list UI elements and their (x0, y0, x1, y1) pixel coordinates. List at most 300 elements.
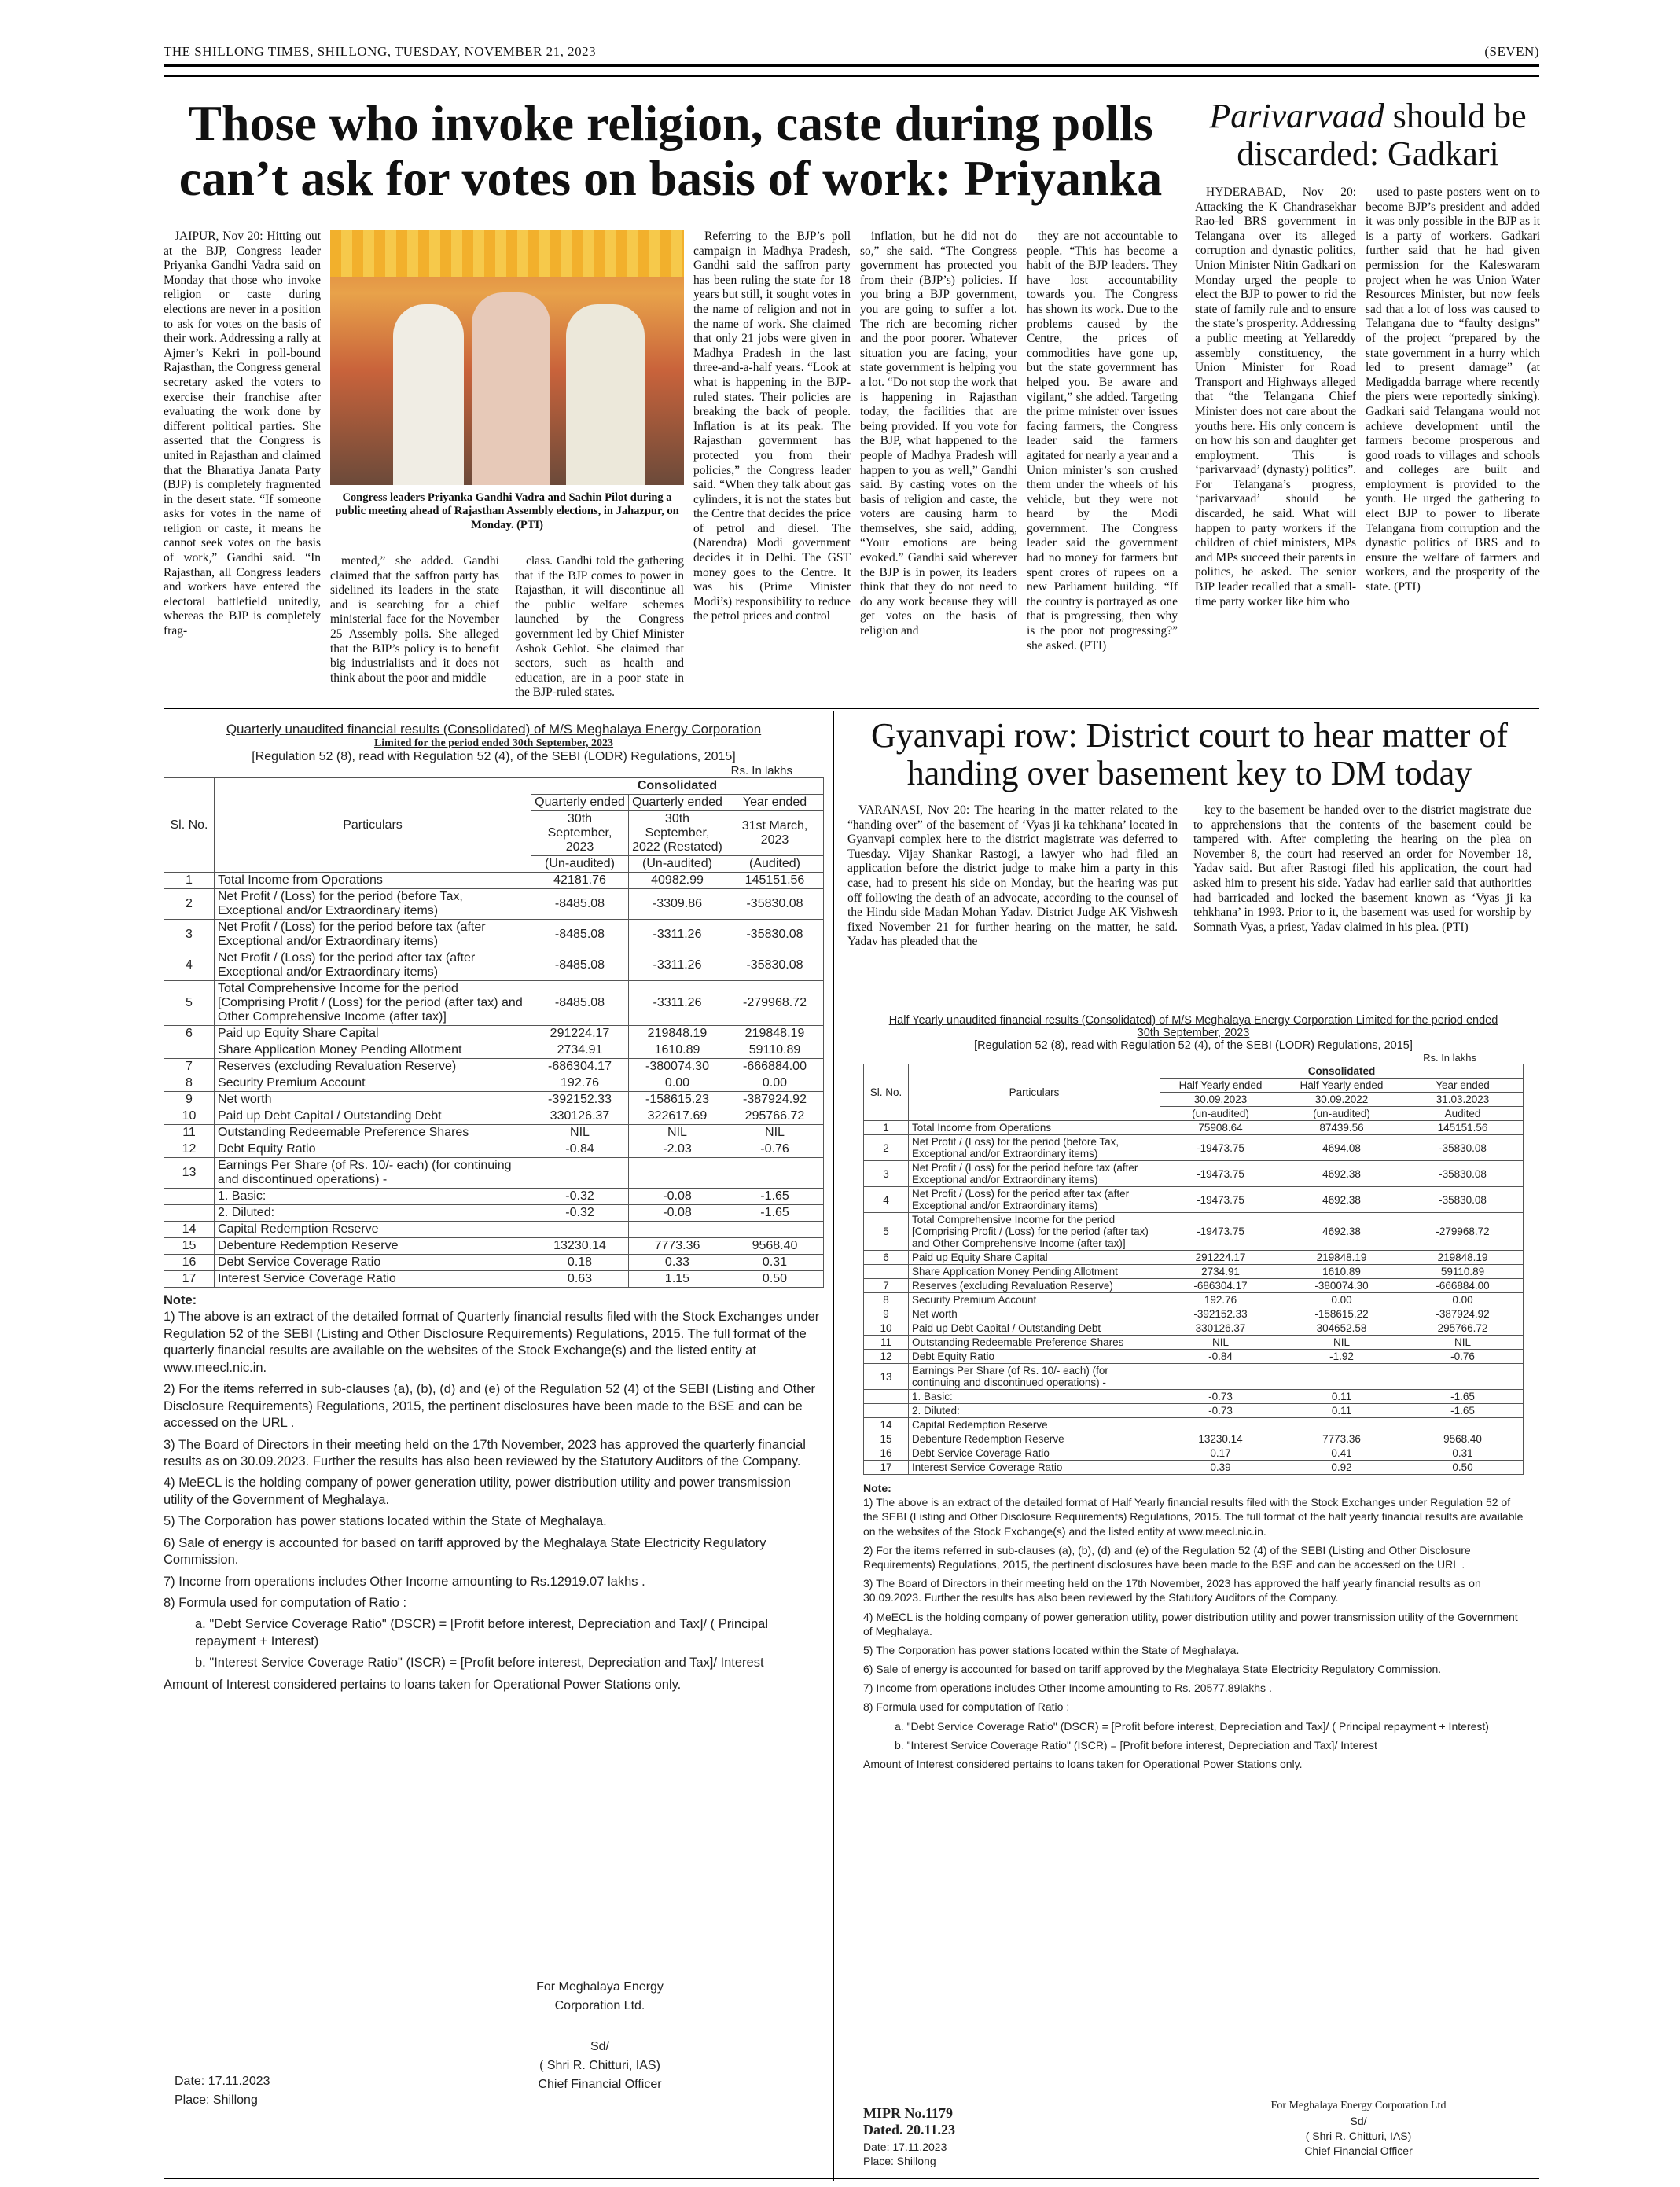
cell-value: 0.11 (1281, 1390, 1402, 1404)
cell-value: 59110.89 (1402, 1265, 1524, 1279)
note-item: 6) Sale of energy is accounted for based on tariff approved by the Meghalaya State Electricity Regulatory Commission. (164, 1535, 766, 1568)
cell-particulars: Net Profit / (Loss) for the period after tax (after Exceptional and/or Extraordinary items) (909, 1187, 1160, 1213)
cell-value: -3309.86 (629, 889, 726, 920)
cell-sl (164, 1042, 215, 1059)
cell-value: -8485.08 (531, 920, 629, 950)
cell-value: NIL (1160, 1336, 1281, 1350)
cell-particulars: Net worth (215, 1092, 531, 1108)
cell-value: -0.73 (1160, 1404, 1281, 1418)
cell-value: -19473.75 (1160, 1187, 1281, 1213)
table-row (164, 1255, 824, 1271)
cell-particulars: Paid up Debt Capital / Outstanding Debt (215, 1108, 531, 1125)
table-row (164, 889, 824, 920)
cell-value: 1610.89 (629, 1042, 726, 1059)
table-row (164, 1075, 824, 1092)
cell-particulars: Interest Service Coverage Ratio (215, 1271, 531, 1288)
table-row (864, 1161, 1524, 1187)
table-row (164, 1092, 824, 1108)
cell-value: -0.32 (531, 1189, 629, 1205)
cell-value: -0.76 (1402, 1350, 1524, 1364)
cell-value: -0.08 (629, 1205, 726, 1222)
col-head-sl: Sl. No. (164, 778, 215, 873)
cell-particulars: Paid up Debt Capital / Outstanding Debt (909, 1321, 1160, 1336)
note-item: Amount of Interest considered pertains to loans taken for Operational Power Stations only. (863, 1758, 1303, 1770)
page-number: (SEVEN) (1484, 44, 1539, 59)
cell-value: -279968.72 (1402, 1213, 1524, 1251)
table-row (164, 873, 824, 889)
gadkari-col-1: HYDERABAD, Nov 20: Attacking the K Chandrasekhar Rao-led BRS government in Telangana over its alleged corruption and dynastic politics, Union Minister Nitin Gadkari on Monday urged the people to elect the BJP to power to rid the state of family rule and to ensure the state’s prosperity. Addressing a public meeting at Yellareddy assembly constituency, the Union Minister for Road Transport and Highways alleged that “the Telangana Chief Minister does not care about the youths here. His only concern is on how his son and daughter get employment. This is ‘parivarvaad’ (dynasty) politics”. For Telangana’s progress, ‘parivarvaad’ should be discarded, he said. What will happen to party workers if the children of chief ministers, MPs and MPs succeed their parents in politics, he asked. The senior BJP leader recalled that a small-time party worker like him who (1195, 186, 1356, 608)
table-row (864, 1432, 1524, 1446)
note-item: b. "Interest Service Coverage Ratio" (ISCR) = [Profit before interest, Depreciation and Tax]/ Interest (895, 1738, 1377, 1751)
gadkari-col-2: used to paste posters went on to become BJP’s president and added it was only possible in the BJP as it is a party of workers. Gadkari further said that he had given permission for the Kaleswaram project when he was Union Water Resources Minister, but now feels sad that a lot of loss was caused to Telangana due to “faulty designs” of the project “prepared by the state government in a hurry which led to present damage” (at Medigadda barrage where recently the piers were reportedly sinking). Gadkari said Telangana would not achieve development until the farmers become prosperous and good roads to villages and schools and colleges are built and employment is provided to the youth. He urged the gathering to elect BJP to power to liberate Telangana from corruption and the dynastic politics of BRS and to ensure the welfare of farmers and workers, and the prosperity of the state. (PTI) (1366, 186, 1540, 594)
cell-sl: 17 (864, 1461, 909, 1475)
col-head-particulars: Particulars (215, 778, 531, 873)
cell-value: 1610.89 (1281, 1265, 1402, 1279)
cell-sl: 3 (864, 1161, 909, 1187)
gyanvapi-col-2: key to the basement be handed over to the district magistrate due to apprehensions that the contents of the basement could be tampered with. After completing the hearing on the plea on November 8, the court had reserved an order for November 18, Yadav said. But after Rastogi filed his application, the court had asked him to present his side. Yadav had earlier said that authorities had barricaded and locked the basement known as ‘Vyas ji ka tehkhana’ in 1993. Prior to it, the basement was used for worship by Somnath Vyas, a priest, Yadav claimed in his plea. (PTI) (1193, 803, 1531, 934)
table-row (864, 1307, 1524, 1321)
cell-value: 2734.91 (531, 1042, 629, 1059)
cell-value: -392152.33 (1160, 1307, 1281, 1321)
cell-particulars: Net Profit / (Loss) for the period before tax (after Exceptional and/or Extraordinary items) (909, 1161, 1160, 1187)
cell-value: -19473.75 (1160, 1213, 1281, 1251)
column-divider-2 (833, 711, 834, 2181)
cell-sl (864, 1404, 909, 1418)
cell-value: 4692.38 (1281, 1187, 1402, 1213)
cell-sl: 6 (864, 1251, 909, 1265)
table-row (864, 1390, 1524, 1404)
cell-sl: 10 (164, 1108, 215, 1125)
cell-value: NIL (531, 1125, 629, 1141)
cell-value: -380074.30 (1281, 1279, 1402, 1293)
cell-value: -2.03 (629, 1141, 726, 1158)
cell-value: 7773.36 (629, 1238, 726, 1255)
cell-value: -0.32 (531, 1205, 629, 1222)
cell-value (629, 1158, 726, 1189)
halfyearly-unit: Rs. In lakhs (1423, 1052, 1476, 1064)
note-item: Amount of Interest considered pertains to loans taken for Operational Power Stations only. (164, 1677, 682, 1692)
note-item: 4) MeECL is the holding company of power generation utility, power distribution utility and power transmission utility of the Government of Meghalaya. (164, 1476, 791, 1507)
table-row (864, 1279, 1524, 1293)
table-row (864, 1404, 1524, 1418)
table-row (164, 981, 824, 1026)
table-row (864, 1418, 1524, 1432)
table-row (864, 1265, 1524, 1279)
table-row (164, 1205, 824, 1222)
cell-sl: 6 (164, 1026, 215, 1042)
cell-particulars: Security Premium Account (215, 1075, 531, 1092)
cell-value: 0.92 (1281, 1461, 1402, 1475)
cell-value: 9568.40 (726, 1238, 824, 1255)
cell-sl: 15 (864, 1432, 909, 1446)
cell-value: 40982.99 (629, 873, 726, 889)
quarterly-regulation: [Regulation 52 (8), read with Regulation 52 (4), of the SEBI (LODR) Regulations, 2015] (252, 750, 736, 763)
cell-sl: 13 (864, 1364, 909, 1390)
cell-value (629, 1222, 726, 1238)
cell-particulars: Debt Equity Ratio (909, 1350, 1160, 1364)
cell-value: 295766.72 (726, 1108, 824, 1125)
photo-caption: Congress leaders Priyanka Gandhi Vadra and Sachin Pilot during a public meeting ahead of Rajasthan Assembly elections, in Jahazpur, on Monday. (PTI) (335, 491, 679, 531)
cell-value (1160, 1418, 1281, 1432)
halfyearly-regulation: [Regulation 52 (8), read with Regulation 52 (4), of the SEBI (LODR) Regulations, 2015] (974, 1039, 1413, 1052)
gadkari-headline: Parivarvaad should be discarded: Gadkari (1209, 97, 1527, 174)
cell-sl: 12 (864, 1350, 909, 1364)
cell-value: -8485.08 (531, 981, 629, 1026)
quarterly-table: Sl. No. Particulars Consolidated Quarterly ended Quarterly ended Year ended 30th September, 2023 30th September, 2022 (Restated) 31st March, 2023 (Un-audited) (Un-audited) (Audited) 1 Total Income from Operations 42181.76 40982.99 145151.56 2 Net Profit / (Loss) for the period (before Tax, Exceptional and/or Extraordinary items) -8485.08 -3309.86 -35830.08 3 Net Profit / (Loss) for the period before tax (after Exceptional and/or Extraordinary items) -8485.08 -3311.26 -35830.08 4 Net Profit / (Loss) for the period after tax (after Exceptional and/or Extraordinary items) -8485.08 -3311.26 -35830.08 5 Total Comprehensive Income for the period [Comprising Profit / (Loss) for the period (after tax) and Other Comprehensive Income (after tax)] -8485.08 -3311.26 -279968.72 6 Paid up Equity Share Capital 291224.17 219848.19 219848.19 Share Application Money Pending Allotment 2734.91 1610.89 59110.89 7 Reserves (excluding Revaluation Reserve) -686304.17 -380074.30 -666884.00 8 Security Premium Account 192.76 0.00 0.00 9 Net worth -392152.33 -158615.23 -387924.92 10 Paid up Debt Capital / Outstanding Debt 330126.37 322617.69 295766.72 11 Outstanding Redeemable Preference Shares NIL NIL NIL 12 Debt Equity Ratio -0.84 -2.03 -0.76 13 Earnings Per Share (of Rs. 10/- each) (for continuing and discontinued operations) - 1. Basic: -0.32 -0.08 -1.65 2. Diluted: -0.32 -0.08 -1.65 14 Capital Redemption Reserve 15 Debenture Redemption Reserve 13230.14 7773.36 9568.40 16 Debt Service Coverage Ratio 0.18 0.33 0.31 17 Interest Service Coverage Ratio 0.63 1.15 0.50 (164, 777, 824, 1288)
lead-col-5: inflation, but he did not do so,” she said. “The Congress government has protected you from their (BJP’s) policies. If you bring a BJP government, you are going to suffer a lot. The rich are becoming richer and the poor poorer. Whatever situation you are facing, your state government is helping you a lot. “Do not stop the work that is happening in Rajasthan today, the facilities that are being provided. If you vote for the BJP, what happened to the people of Madhya Pradesh will happen to you as well,” Gandhi said. By casting votes on the basis of religion and caste, the voters are causing harm to themselves, she said, adding, “Your emotions are being evoked.” Gandhi said wherever the BJP is in power, its leaders think that they do not need to do any work because they will get votes on the basis of religion and (860, 230, 1017, 638)
halfyearly-table: Sl. No. Particulars Consolidated Half Yearly ended Half Yearly ended Year ended 30.09.2023 30.09.2022 31.03.2023 (un-audited) (un-audited) Audited 1 Total Income from Operations 75908.64 87439.56 145151.56 2 Net Profit / (Loss) for the period (before Tax, Exceptional and/or Extraordinary items) -19473.75 4694.08 -35830.08 3 Net Profit / (Loss) for the period before tax (after Exceptional and/or Extraordinary items) -19473.75 4692.38 -35830.08 4 Net Profit / (Loss) for the period after tax (after Exceptional and/or Extraordinary items) -19473.75 4692.38 -35830.08 5 Total Comprehensive Income for the period [Comprising Profit / (Loss) for the period (after tax) and Other Comprehensive Income (after tax)] -19473.75 4692.38 -279968.72 6 Paid up Equity Share Capital 291224.17 219848.19 219848.19 Share Application Money Pending Allotment 2734.91 1610.89 59110.89 7 Reserves (excluding Revaluation Reserve) -686304.17 -380074.30 -666884.00 8 Security Premium Account 192.76 0.00 0.00 9 Net worth -392152.33 -158615.22 -387924.92 10 Paid up Debt Capital / Outstanding Debt 330126.37 304652.58 295766.72 11 Outstanding Redeemable Preference Shares NIL NIL NIL 12 Debt Equity Ratio -0.84 -1.92 -0.76 13 Earnings Per Share (of Rs. 10/- each) (for continuing and discontinued operations) - 1. Basic: -0.73 0.11 -1.65 2. Diluted: -0.73 0.11 -1.65 14 Capital Redemption Reserve 15 Debenture Redemption Reserve 13230.14 7773.36 9568.40 16 Debt Service Coverage Ratio 0.17 0.41 0.31 17 Interest Service Coverage Ratio 0.39 0.92 0.50 (863, 1064, 1524, 1475)
masthead: THE SHILLONG TIMES, SHILLONG, TUESDAY, NOVEMBER 21, 2023 (164, 44, 597, 59)
cell-particulars: Share Application Money Pending Allotment (215, 1042, 531, 1059)
cell-value: 295766.72 (1402, 1321, 1524, 1336)
cell-value: 0.00 (1402, 1293, 1524, 1307)
cell-sl: 11 (164, 1125, 215, 1141)
cell-particulars: Outstanding Redeemable Preference Shares (909, 1336, 1160, 1350)
cell-value (1281, 1364, 1402, 1390)
cell-value: 304652.58 (1281, 1321, 1402, 1336)
cell-value (1281, 1418, 1402, 1432)
note-item: 1) The above is an extract of the detailed format of Quarterly financial results filed with the Stock Exchanges under Regulation 52 of the SEBI (Listing and Other Disclosure Requirements) Regulations, 2015. The full format of the quarterly financial results are available on the websites of the Stock Exchange(s) and the listed entity at www.meecl.nic.in. (164, 1310, 820, 1375)
lead-col-4: Referring to the BJP’s poll campaign in Madhya Pradesh, Gandhi said the saffron party has been ruling the state for 18 years but still, it sought votes in the name of religion and not in the name of work. She claimed that only 21 jobs were given in Madhya Pradesh in the last three-and-a-half years. “Look at what is happening in the BJP-ruled states. Their policies are breaking the back of people. Inflation is at its peak. The Rajasthan government has protected you from their policies,” the Congress leader said. “When they talk about gas cylinders, it is not the states but the Centre that decides the price of petrol and diesel. The (Narendra) Modi government decides it in Delhi. The GST money goes to the Centre. It was his (Prime Minister Modi’s) responsibility to reduce the petrol prices and control (693, 230, 851, 623)
lead-headline: Those who invoke religion, caste during polls can’t ask for votes on basis of work: Priyanka (178, 95, 1163, 207)
cell-sl: 16 (164, 1255, 215, 1271)
cell-value: NIL (726, 1125, 824, 1141)
note-item: 7) Income from operations includes Other Income amounting to Rs.12919.07 lakhs . (164, 1574, 645, 1589)
cell-value (1160, 1364, 1281, 1390)
table-row (864, 1336, 1524, 1350)
cell-value: 4692.38 (1281, 1213, 1402, 1251)
cell-value (1402, 1364, 1524, 1390)
cell-sl: 17 (164, 1271, 215, 1288)
halfyearly-results-ad (863, 1014, 1524, 2178)
cell-sl: 8 (864, 1293, 909, 1307)
cell-value: 42181.76 (531, 873, 629, 889)
cell-value: -19473.75 (1160, 1161, 1281, 1187)
cell-particulars: Reserves (excluding Revaluation Reserve) (215, 1059, 531, 1075)
lead-col-3: class. Gandhi told the gathering that if the BJP comes to power in Rajasthan, it will discontinue all the public welfare schemes launched by the Congress government led by Chief Minister Ashok Gehlot. She claimed that sectors, such as health and education, are in a poor state in the BJP-ruled states. (515, 554, 684, 700)
cell-value: -158615.23 (629, 1092, 726, 1108)
cell-value: 0.39 (1160, 1461, 1281, 1475)
cell-particulars: Earnings Per Share (of Rs. 10/- each) (for continuing and discontinued operations) - (909, 1364, 1160, 1390)
cell-value: 13230.14 (531, 1238, 629, 1255)
cell-value: -35830.08 (726, 950, 824, 981)
cell-particulars: Net Profit / (Loss) for the period (before Tax, Exceptional and/or Extraordinary items) (909, 1135, 1160, 1161)
table-row (864, 1251, 1524, 1265)
cell-value (531, 1158, 629, 1189)
quarterly-notes: Note: 1) The above is an extract of the detailed format of Quarterly financial results filed with the Stock Exchanges under Regulation 52 of the SEBI (Listing and Other Disclosure Requirements) Regulations, 2015. The full format of the quarterly financial results are available on the websites of the Stock Exchange(s) and the listed entity at www.meecl.nic.in. 2) For the items referred in sub-clauses (a), (b), (d) and (e) of the Regulation 52 (4) of the SEBI (Listing and Other Disclosure Requirements) Regulations, 2015, the pertinent disclosures have been made to the BSE and can be accessed on the URL . 3) The Board of Directors in their meeting held on the 17th November, 2023 has approved the quarterly financial results as on 30.09.2023. Further the results has also been reviewed by the Statutory Auditors of the Company. 4) MeECL is the holding company of power generation utility, power distribution utility and power transmission utility of the Government of Meghalaya. 5) The Corporation has power stations located within the State of Meghalaya. 6) Sale of energy is accounted for based on tariff approved by the Meghalaya State Electricity Regulatory Commission. 7) Income from operations includes Other Income amounting to Rs.12919.07 lakhs . 8) Formula used for computation of Ratio : a. "Debt Service Coverage Ratio" (DSCR) = [Profit before interest, Depreciation and Tax]/ ( Principal repayment + Interest) b. "Interest Service Coverage Ratio" (ISCR) = [Profit before interest, Depreciation and Tax]/ Interest Amount of Interest considered pertains to loans taken for Operational Power Stations only. (164, 1292, 824, 1693)
note-item: a. "Debt Service Coverage Ratio" (DSCR) = [Profit before interest, Depreciation and Tax]/ ( Principal repayment + Interest) (195, 1617, 769, 1649)
cell-sl: 5 (864, 1213, 909, 1251)
cell-value: -1.92 (1281, 1350, 1402, 1364)
cell-particulars: 2. Diluted: (909, 1404, 1160, 1418)
cell-value: NIL (629, 1125, 726, 1141)
cell-particulars: Debenture Redemption Reserve (215, 1238, 531, 1255)
cell-value (1402, 1418, 1524, 1432)
cell-sl: 9 (164, 1092, 215, 1108)
cell-value: -392152.33 (531, 1092, 629, 1108)
cell-sl: 4 (864, 1187, 909, 1213)
halfyearly-notes: Note: 1) The above is an extract of the detailed format of Half Yearly financial results filed with the Stock Exchanges under Regulation 52 of the SEBI (Listing and Other Disclosure Requirements) Regulations, 2015. The full format of the half yearly financial results are available on the websites of the Stock Exchange(s) and the listed entity at www.meecl.nic.in. 2) For the items referred in sub-clauses (a), (b), (d) and (e) of the Regulation 52 (4) of the SEBI (Listing and Other Disclosure Requirements) Regulations, 2015, the pertinent disclosures have been made to the BSE and can be accessed on the URL . 3) The Board of Directors in their meeting held on the 17th November, 2023 has approved the half yearly financial results as on 30.09.2023. Further the results has also been reviewed by the Statutory Auditors of the Company. 4) MeECL is the holding company of power generation utility, power distribution utility and power transmission utility of the Government of Meghalaya. 5) The Corporation has power stations located within the State of Meghalaya. 6) Sale of energy is accounted for based on tariff approved by the Meghalaya State Electricity Regulatory Commission. 7) Income from operations includes Other Income amounting to Rs. 20577.89lakhs . 8) Formula used for computation of Ratio : a. "Debt Service Coverage Ratio" (DSCR) = [Profit before interest, Depreciation and Tax]/ ( Principal repayment + Interest) b. "Interest Service Coverage Ratio" (ISCR) = [Profit before interest, Depreciation and Tax]/ Interest Amount of Interest considered pertains to loans taken for Operational Power Stations only. (863, 1482, 1524, 1770)
cell-value: 0.33 (629, 1255, 726, 1271)
cell-value: 219848.19 (629, 1026, 726, 1042)
cell-sl: 16 (864, 1446, 909, 1461)
cell-value: -0.08 (629, 1189, 726, 1205)
cell-particulars: Net Profit / (Loss) for the period (before Tax, Exceptional and/or Extraordinary items) (215, 889, 531, 920)
consolidated-head: Consolidated (531, 778, 824, 795)
cell-value: -279968.72 (726, 981, 824, 1026)
cell-value: 0.31 (726, 1255, 824, 1271)
table-row (864, 1121, 1524, 1135)
cell-value: 291224.17 (1160, 1251, 1281, 1265)
cell-value: 0.63 (531, 1271, 629, 1288)
cell-sl: 11 (864, 1336, 909, 1350)
cell-sl: 9 (864, 1307, 909, 1321)
cell-value: -1.65 (726, 1205, 824, 1222)
cell-value: -0.84 (1160, 1350, 1281, 1364)
cell-particulars: Outstanding Redeemable Preference Shares (215, 1125, 531, 1141)
note-item: 2) For the items referred in sub-clauses (a), (b), (d) and (e) of the Regulation 52 (4) of the SEBI (Listing and Other Disclosure Requirements) Regulations, 2015, the pertinent disclosures have been made to the BSE and can be accessed on the URL . (863, 1543, 1471, 1571)
cell-value: 330126.37 (1160, 1321, 1281, 1336)
cell-value: -35830.08 (726, 920, 824, 950)
table-row (164, 1125, 824, 1141)
cell-value: -3311.26 (629, 950, 726, 981)
cell-particulars: Net Profit / (Loss) for the period after tax (after Exceptional and/or Extraordinary items) (215, 950, 531, 981)
cell-value: -0.84 (531, 1141, 629, 1158)
table-row (164, 1059, 824, 1075)
cell-value: 291224.17 (531, 1026, 629, 1042)
quarterly-unit: Rs. In lakhs (730, 764, 792, 777)
cell-sl: 7 (164, 1059, 215, 1075)
cell-value: 13230.14 (1160, 1432, 1281, 1446)
section-rule (164, 708, 1539, 709)
cell-value: -666884.00 (726, 1059, 824, 1075)
cell-particulars: 1. Basic: (909, 1390, 1160, 1404)
running-header (164, 44, 1539, 67)
cell-value: 192.76 (531, 1075, 629, 1092)
cell-value: 219848.19 (1402, 1251, 1524, 1265)
lead-col-6: they are not accountable to people. “This has become a habit of the BJP leaders. They have lost accountability towards you. The Congress has shown its work. Due to the problems caused by the Centre, the prices of commodities have gone up, but the state government has helped you. Be aware and vigilant,” she added. Targeting the prime minister over issues facing farmers, the Congress leader said the farmers agitated for nearly a year and a Union minister’s son crushed them under the wheels of his vehicle, but they were not heard by the Modi government. The Congress leader said the government had no money for farmers but spent crores of rupees on a new Parliament building. “If the country is portrayed as one that is progressing, then why is the poor not progressing?” she asked. (PTI) (1027, 230, 1178, 652)
note-item: 4) MeECL is the holding company of power generation utility, power distribution utility and power transmission utility of the Government of Meghalaya. (863, 1610, 1518, 1637)
cell-particulars: Total Comprehensive Income for the period [Comprising Profit / (Loss) for the period (after tax) and Other Comprehensive Income (after tax)] (909, 1213, 1160, 1251)
cell-particulars: 1. Basic: (215, 1189, 531, 1205)
cell-sl: 2 (864, 1135, 909, 1161)
cell-value: 145151.56 (726, 873, 824, 889)
cell-sl: 1 (164, 873, 215, 889)
table-row (164, 1026, 824, 1042)
cell-value: -35830.08 (1402, 1135, 1524, 1161)
gyanvapi-headline: Gyanvapi row: District court to hear matter of handing over basement key to DM today (870, 716, 1509, 793)
cell-value (726, 1158, 824, 1189)
cell-sl: 14 (164, 1222, 215, 1238)
cell-value: 0.18 (531, 1255, 629, 1271)
halfyearly-title: Half Yearly unaudited financial results (Consolidated) of M/S Meghalaya Energy Corporation Limited for the period ended 30th September, 2023 (888, 1014, 1498, 1039)
cell-particulars: Debt Equity Ratio (215, 1141, 531, 1158)
table-row (164, 1222, 824, 1238)
cell-particulars: Security Premium Account (909, 1293, 1160, 1307)
cell-value: 192.76 (1160, 1293, 1281, 1307)
rally-photo (330, 230, 684, 485)
table-row (164, 1271, 824, 1288)
footer-rule (164, 2178, 1539, 2179)
note-item: 8) Formula used for computation of Ratio : (164, 1596, 407, 1610)
cell-value: 7773.36 (1281, 1432, 1402, 1446)
cell-value: -0.76 (726, 1141, 824, 1158)
cell-value: -19473.75 (1160, 1135, 1281, 1161)
cell-value: -1.65 (1402, 1404, 1524, 1418)
cell-sl: 15 (164, 1238, 215, 1255)
cell-particulars: Debt Service Coverage Ratio (215, 1255, 531, 1271)
cell-value: -666884.00 (1402, 1279, 1524, 1293)
cell-particulars: Net Profit / (Loss) for the period before tax (after Exceptional and/or Extraordinary items) (215, 920, 531, 950)
table-row (164, 1158, 824, 1189)
cell-sl: 8 (164, 1075, 215, 1092)
cell-sl: 10 (864, 1321, 909, 1336)
cell-particulars: Debt Service Coverage Ratio (909, 1446, 1160, 1461)
cell-particulars: Capital Redemption Reserve (215, 1222, 531, 1238)
note-item: 6) Sale of energy is accounted for based on tariff approved by the Meghalaya State Electricity Regulatory Commission. (863, 1663, 1442, 1676)
cell-value: -0.73 (1160, 1390, 1281, 1404)
mipr-block: MIPR No.1179 Dated. 20.11.23 (863, 2105, 955, 2137)
cell-sl: 5 (164, 981, 215, 1026)
cell-sl: 1 (864, 1121, 909, 1135)
cell-value: -8485.08 (531, 889, 629, 920)
gyanvapi-col-1: VARANASI, Nov 20: The hearing in the matter related to the “handing over” of the basement of ‘Vyas ji ka tehkhana’ located in Gyanvapi complex here to the district magistrate was deferred to Tuesday. Vijay Shankar Rastogi, a lawyer who had filed an application before the district judge to make him a party in this case, had to present his side on Monday, but the hearing was put off following the death of an advocate, according to the counsel of the Hindu side Madan Mohan Yadav. District Judge AK Vishwesh fixed November 21 for further hearing on the matter, he said. Yadav has pleaded that the (847, 803, 1178, 949)
cell-value: -387924.92 (1402, 1307, 1524, 1321)
cell-sl: 14 (864, 1418, 909, 1432)
note-item: 7) Income from operations includes Other Income amounting to Rs. 20577.89lakhs . (863, 1682, 1272, 1695)
cell-sl: 2 (164, 889, 215, 920)
cell-particulars: Net worth (909, 1307, 1160, 1321)
cell-particulars: 2. Diluted: (215, 1205, 531, 1222)
cell-particulars: Paid up Equity Share Capital (909, 1251, 1160, 1265)
table-row (864, 1135, 1524, 1161)
note-item: b. "Interest Service Coverage Ratio" (ISCR) = [Profit before interest, Depreciation and Tax]/ Interest (195, 1656, 764, 1671)
cell-value: -380074.30 (629, 1059, 726, 1075)
cell-value: 2734.91 (1160, 1265, 1281, 1279)
cell-value: -35830.08 (1402, 1161, 1524, 1187)
note-item: 2) For the items referred in sub-clauses (a), (b), (d) and (e) of the Regulation 52 (4) of the SEBI (Listing and Other Disclosure Requirements) Regulations, 2015, the pertinent disclosures have been made to the BSE and can be accessed on the URL . (164, 1382, 816, 1431)
cell-sl: 12 (164, 1141, 215, 1158)
halfyearly-date-place: Date: 17.11.2023 Place: Shillong (863, 2141, 947, 2168)
cell-particulars: Share Application Money Pending Allotment (909, 1265, 1160, 1279)
table-row (864, 1293, 1524, 1307)
halfyearly-signature: For Meghalaya Energy Corporation Ltd Sd/ ( Shri R. Chitturi, IAS) Chief Financial Officer (1270, 2100, 1447, 2157)
cell-sl (164, 1205, 215, 1222)
cell-value: 0.11 (1281, 1404, 1402, 1418)
cell-value: 9568.40 (1402, 1432, 1524, 1446)
table-row (864, 1461, 1524, 1475)
table-row (164, 1141, 824, 1158)
quarterly-signature: For Meghalaya Energy Corporation Ltd. Sd/ ( Shri R. Chitturi, IAS) Chief Financial Officer (536, 1980, 664, 2091)
cell-value: 87439.56 (1281, 1121, 1402, 1135)
table-row (164, 920, 824, 950)
cell-particulars: Paid up Equity Share Capital (215, 1026, 531, 1042)
quarterly-title: Quarterly unaudited financial results (Consolidated) of M/S Meghalaya Energy Corporation (226, 722, 762, 737)
table-row (164, 1108, 824, 1125)
cell-particulars: Total Income from Operations (215, 873, 531, 889)
table-row (864, 1213, 1524, 1251)
note-item: 5) The Corporation has power stations located within the State of Meghalaya. (164, 1514, 607, 1529)
cell-value (531, 1222, 629, 1238)
note-item: 8) Formula used for computation of Ratio : (863, 1700, 1070, 1714)
cell-value: -35830.08 (1402, 1187, 1524, 1213)
cell-value: -158615.22 (1281, 1307, 1402, 1321)
cell-value: 0.31 (1402, 1446, 1524, 1461)
cell-value: 0.00 (1281, 1293, 1402, 1307)
cell-value: 322617.69 (629, 1108, 726, 1125)
cell-value: 59110.89 (726, 1042, 824, 1059)
note-item: 3) The Board of Directors in their meeting held on the 17th November, 2023 has approved the quarterly financial results as on 30.09.2023. Further the results has also been reviewed by the Statutory Auditors of the Company. (164, 1437, 806, 1468)
cell-sl: 3 (164, 920, 215, 950)
cell-sl (864, 1390, 909, 1404)
cell-value: NIL (1402, 1336, 1524, 1350)
table-row (164, 1238, 824, 1255)
table-row (164, 1189, 824, 1205)
cell-particulars: Total Income from Operations (909, 1121, 1160, 1135)
cell-value: -387924.92 (726, 1092, 824, 1108)
note-item: 3) The Board of Directors in their meeting held on the 17th November, 2023 has approved the half yearly financial results as on 30.09.2023. Further the results has also been reviewed by the Statutory Auditors of the Company. (863, 1577, 1481, 1604)
table-row (164, 1042, 824, 1059)
cell-particulars: Reserves (excluding Revaluation Reserve) (909, 1279, 1160, 1293)
cell-value: 0.17 (1160, 1446, 1281, 1461)
cell-particulars: Capital Redemption Reserve (909, 1418, 1160, 1432)
lead-col-2: mented,” she added. Gandhi claimed that the saffron party has sidelined its leaders in the state and is searching for a chief ministerial face for the November 25 Assembly polls. She alleged that the BJP’s policy is to benefit big industrialists and it does not think about the poor and middle (330, 554, 499, 685)
cell-particulars: Earnings Per Share (of Rs. 10/- each) (for continuing and discontinued operations) - (215, 1158, 531, 1189)
cell-value: 4692.38 (1281, 1161, 1402, 1187)
cell-value: 75908.64 (1160, 1121, 1281, 1135)
lead-col-1: JAIPUR, Nov 20: Hitting out at the BJP, Congress leader Priyanka Gandhi Vadra said on Monday that those who invoke religion or caste during elections are never in a position to ask for votes on the basis of their work. Addressing a rally at Ajmer’s Kekri in poll-bound Rajasthan, the Congress general secretary asked the voters to exercise their franchise after evaluating the work done by different political parties. She asserted that the Congress is united in Rajasthan and claimed that the Bharatiya Janata Party (BJP) is completely fragmented in the desert state. “If someone asks for votes in the name of religion or caste, it means he cannot seek votes on the basis of work,” Gandhi said. “In Rajasthan, all Congress leaders and workers have entered the electoral battlefield unitedly, whereas the BJP is completely frag- (164, 230, 321, 638)
cell-value: -686304.17 (1160, 1279, 1281, 1293)
cell-value: -8485.08 (531, 950, 629, 981)
cell-value: -35830.08 (726, 889, 824, 920)
note-item: 1) The above is an extract of the detailed format of Half Yearly financial results filed with the Stock Exchanges under Regulation 52 of the SEBI (Listing and Other Disclosure Requirements) Regulations, 2015. The full format of the half yearly financial results are available on the websites of the Stock Exchange(s) and the listed entity at www.meecl.nic.in. (863, 1496, 1524, 1538)
cell-value: 0.50 (726, 1271, 824, 1288)
cell-value: 0.50 (1402, 1461, 1524, 1475)
cell-sl: 7 (864, 1279, 909, 1293)
cell-value: 219848.19 (726, 1026, 824, 1042)
cell-sl (164, 1189, 215, 1205)
cell-value: 330126.37 (531, 1108, 629, 1125)
cell-value: -3311.26 (629, 920, 726, 950)
cell-value: 145151.56 (1402, 1121, 1524, 1135)
cell-value: 0.00 (726, 1075, 824, 1092)
table-row (864, 1446, 1524, 1461)
cell-value: 0.41 (1281, 1446, 1402, 1461)
cell-particulars: Interest Service Coverage Ratio (909, 1461, 1160, 1475)
cell-value: 4694.08 (1281, 1135, 1402, 1161)
table-row (864, 1321, 1524, 1336)
cell-value: -1.65 (1402, 1390, 1524, 1404)
cell-particulars: Total Comprehensive Income for the period [Comprising Profit / (Loss) for the period (after tax) and Other Comprehensive Income (after tax)] (215, 981, 531, 1026)
note-item: 5) The Corporation has power stations located within the State of Meghalaya. (863, 1643, 1240, 1656)
table-row (864, 1187, 1524, 1213)
cell-sl: 4 (164, 950, 215, 981)
note-item: a. "Debt Service Coverage Ratio" (DSCR) = [Profit before interest, Depreciation and Tax]/ ( Principal repayment + Interest) (895, 1719, 1489, 1733)
quarterly-subtitle: Limited for the period ended 30th September, 2023 (373, 737, 614, 749)
cell-value: -686304.17 (531, 1059, 629, 1075)
cell-value: NIL (1281, 1336, 1402, 1350)
header-rule (164, 75, 1539, 77)
cell-value: 1.15 (629, 1271, 726, 1288)
cell-value: -1.65 (726, 1189, 824, 1205)
table-row (864, 1364, 1524, 1390)
cell-particulars: Debenture Redemption Reserve (909, 1432, 1160, 1446)
cell-value: -3311.26 (629, 981, 726, 1026)
cell-value: 219848.19 (1281, 1251, 1402, 1265)
quarterly-results-ad (164, 722, 824, 2184)
cell-value (726, 1222, 824, 1238)
table-row (864, 1350, 1524, 1364)
